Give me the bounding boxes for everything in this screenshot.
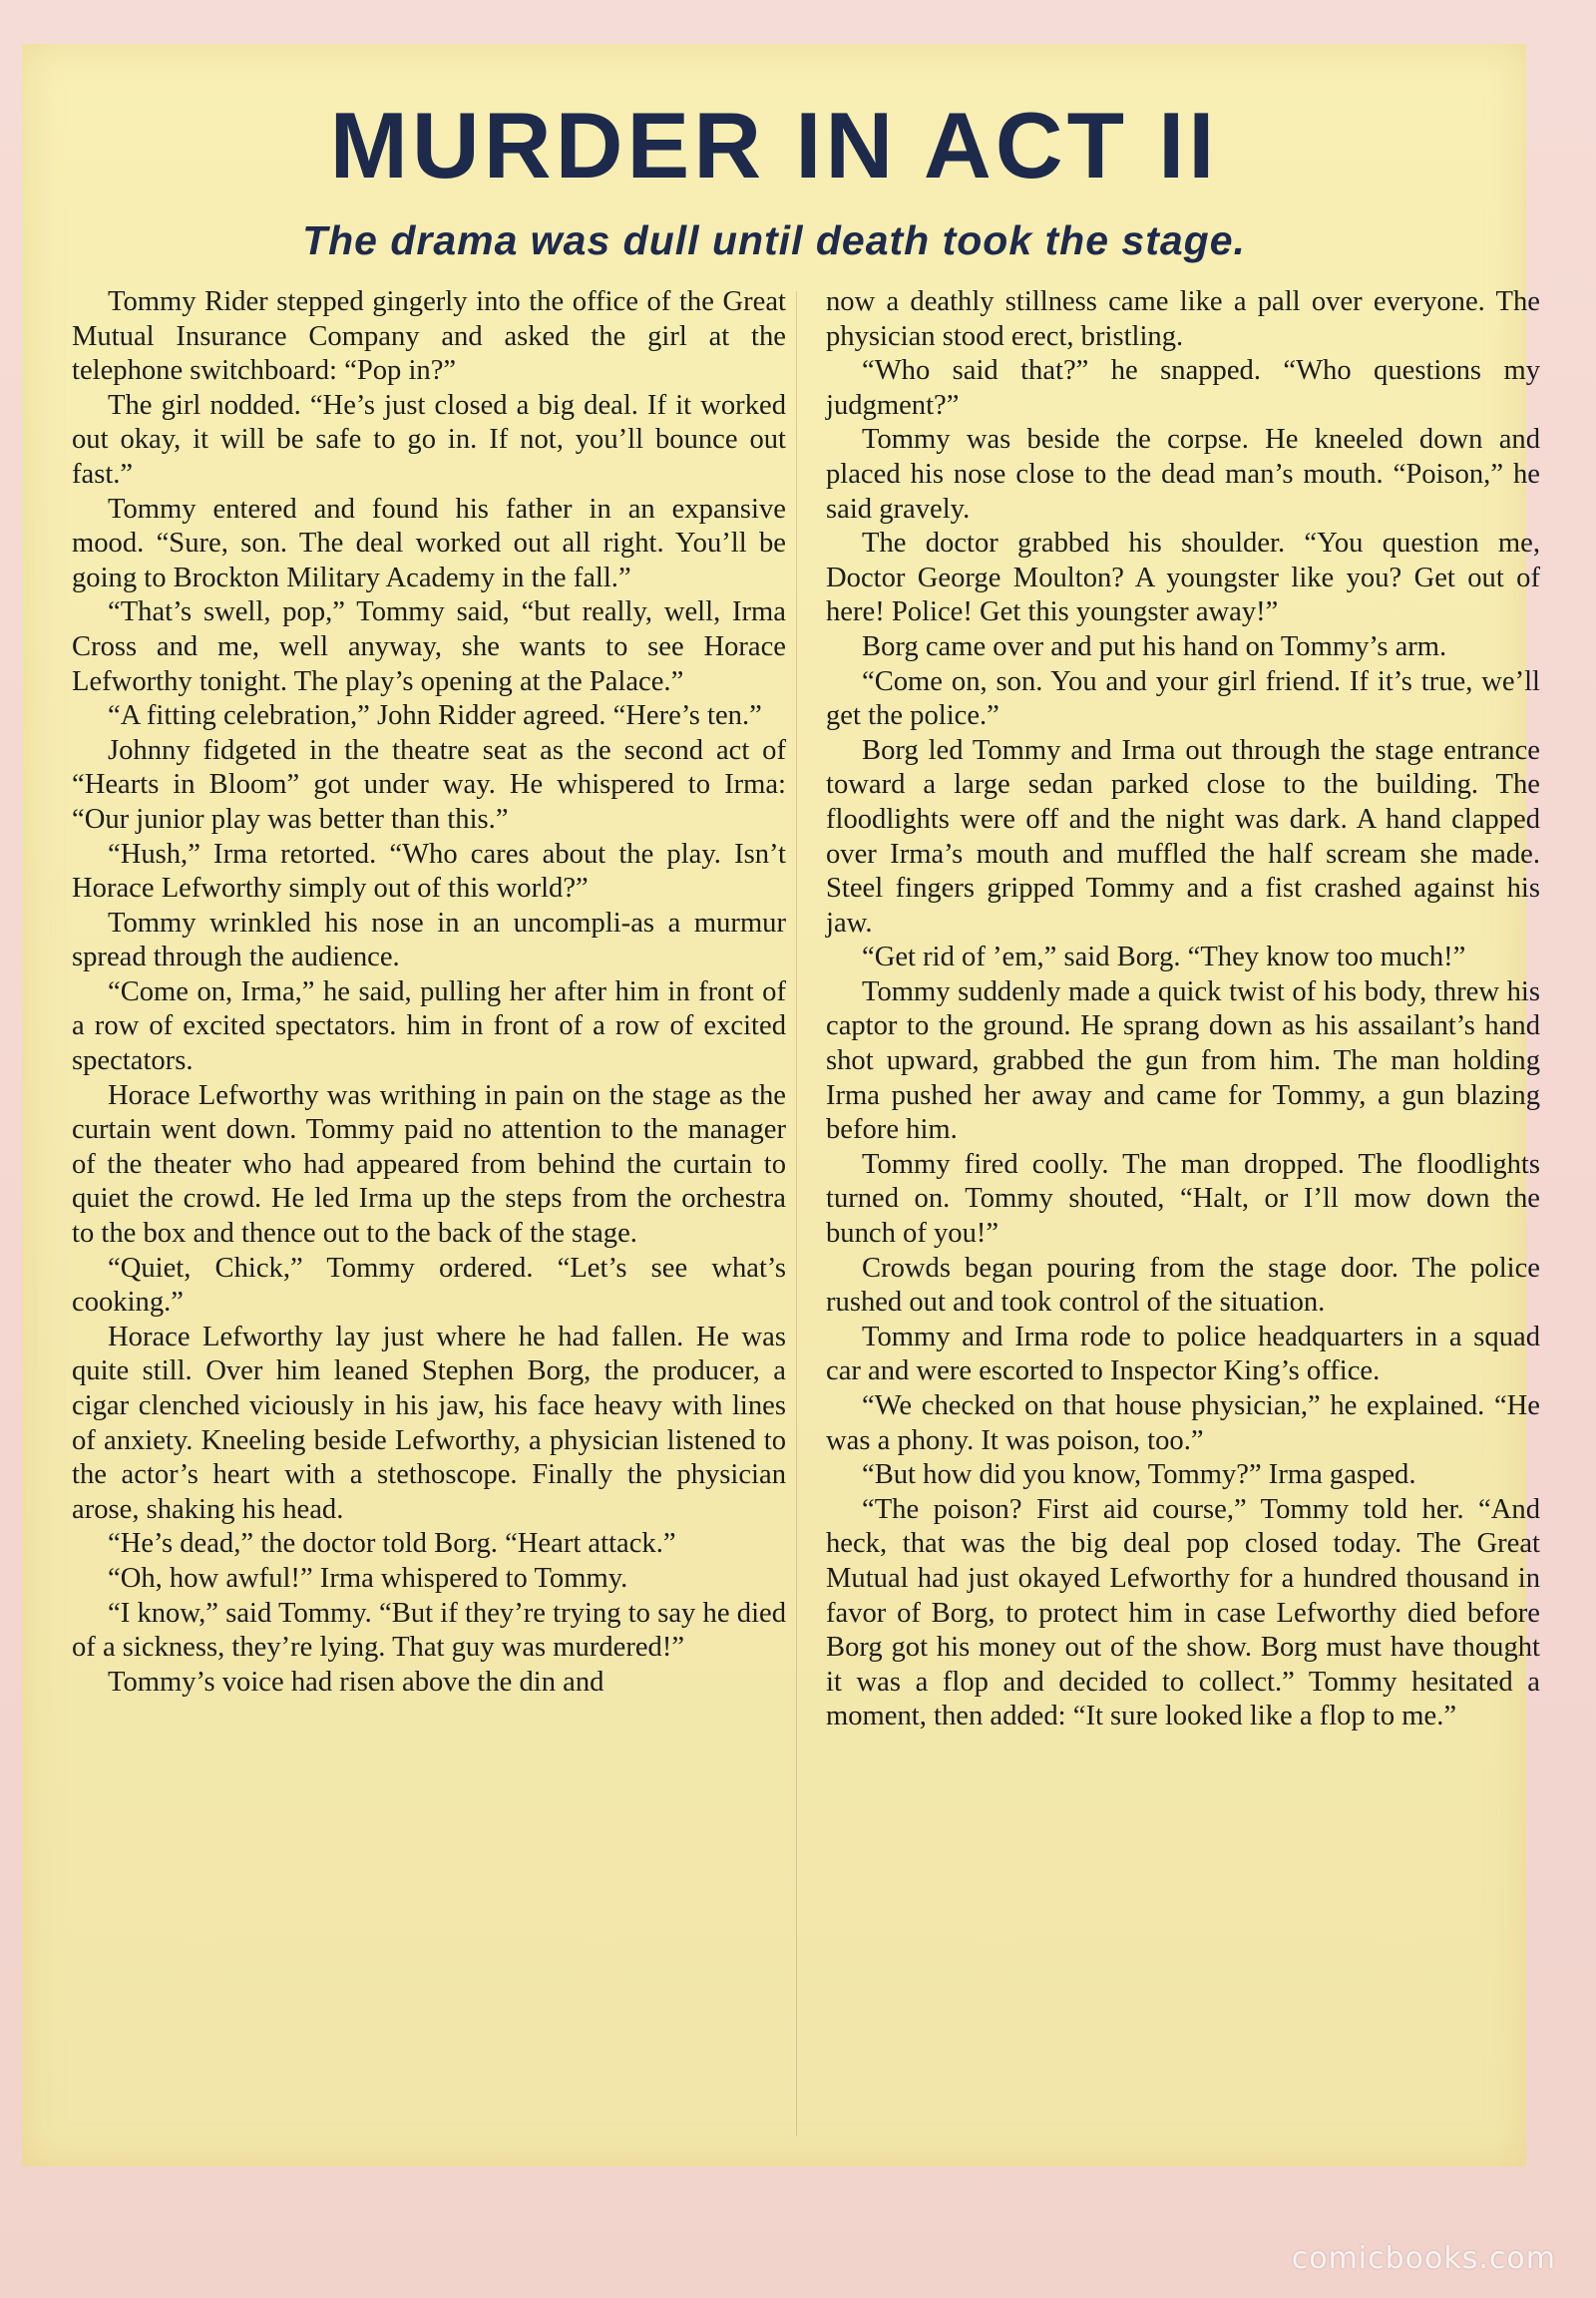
paragraph: Tommy’s voice had risen above the din and <box>108 1666 604 1698</box>
paragraph: Horace Lefworthy lay just where he had fallen. He was quite still. Over him leaned Stephen Borg, the producer, a cigar clenched viciously in his jaw, his face heavy with lines of anxiety. Kneeling beside Lefworthy, a physician listened to the actor’s heart with a stethoscope. Finally the physician arose, shaking his head. <box>72 1321 786 1525</box>
paragraph: “Quiet, Chick,” Tommy ordered. “Let’s see what’s cooking.” <box>72 1252 786 1319</box>
paragraph: “Come on, Irma,” he said, pulling her after him in front of a row of excited spectators. him in front of a row of excited spectators. <box>72 975 786 1077</box>
paragraph: Crowds began pouring from the stage door. The police rushed out and took control of the situation. <box>826 1252 1540 1319</box>
paragraph: Tommy wrinkled his nose in an uncompli-as a murmur spread through the audience. <box>72 907 786 973</box>
paragraph: Borg came over and put his hand on Tommy’s arm. <box>862 630 1447 662</box>
paragraph: Tommy Rider stepped gingerly into the office of the Great Mutual Insurance Company and asked the girl at the telephone switchboard: “Pop in?” <box>72 286 786 387</box>
paragraph-continuation: now a deathly stillness came like a pall over everyone. The physician stood erect, bristling. <box>826 286 1540 352</box>
paragraph: “That’s swell, pop,” Tommy said, “but really, well, Irma Cross and me, well anyway, she wants to see Horace Lefworthy tonight. The play’s opening at the Palace.” <box>72 596 786 697</box>
story-subtitle: The drama was dull until death took the stage. <box>302 217 1246 263</box>
story-title: MURDER IN ACT II <box>329 93 1219 197</box>
paragraph: Tommy and Irma rode to police headquarters in a squad car and were escorted to Inspector King’s office. <box>826 1321 1540 1387</box>
paragraph: Horace Lefworthy was writhing in pain on the stage as the curtain went down. Tommy paid no attention to the manager of the theater who had appeared from behind the curtain to quiet the crowd. He led Irma up the steps from the orchestra to the box and thence out to the back of the stage. <box>72 1079 786 1250</box>
paragraph: Johnny fidgeted in the theatre seat as the second act of “Hearts in Bloom” got under way. He whispered to Irma: “Our junior play was better than this.” <box>72 734 786 835</box>
paragraph: “Oh, how awful!” Irma whispered to Tommy. <box>108 1562 628 1594</box>
paragraph: “Come on, son. You and your girl friend. If it’s true, we’ll get the police.” <box>826 665 1540 732</box>
left-column <box>72 285 786 1700</box>
paragraph: “Who said that?” he snapped. “Who questions my judgment?” <box>826 355 1540 421</box>
paragraph: “We checked on that house physician,” he explained. “He was a phony. It was poison, too.” <box>826 1390 1540 1456</box>
paragraph: “I know,” said Tommy. “But if they’re trying to say he died of a sickness, they’re lying. That guy was murdered!” <box>72 1597 786 1664</box>
paragraph: “Hush,” Irma retorted. “Who cares about the play. Isn’t Horace Lefworthy simply out of this world?” <box>72 838 786 905</box>
watermark: comicbooks.com <box>1291 2241 1556 2276</box>
paragraph: Tommy was beside the corpse. He kneeled down and placed his nose close to the dead man’s mouth. “Poison,” he said gravely. <box>826 424 1540 525</box>
paragraph: “The poison? First aid course,” Tommy told her. “And heck, that was the big deal pop closed today. The Great Mutual had just okayed Lefworthy for a hundred thousand in favor of Borg, to protect him in case Lefworthy died before Borg got his money out of the show. Borg must have thought it was a flop and decided to collect.” Tommy hesitated a moment, then added: “It sure looked like a flop to me.” <box>826 1493 1540 1732</box>
paragraph: Borg led Tommy and Irma out through the stage entrance toward a large sedan parked close to the building. The floodlights were off and the night was dark. A hand clapped over Irma’s mouth and muffled the half scream she made. Steel fingers gripped Tommy and a fist crashed against his jaw. <box>826 734 1540 939</box>
column-divider <box>796 291 797 2136</box>
right-column <box>826 285 1540 1734</box>
paragraph: “He’s dead,” the doctor told Borg. “Heart attack.” <box>108 1528 676 1560</box>
paragraph: “But how did you know, Tommy?” Irma gasped. <box>862 1459 1416 1491</box>
paragraph: Tommy fired coolly. The man dropped. The floodlights turned on. Tommy shouted, “Halt, or I’ll mow down the bunch of you!” <box>826 1148 1540 1250</box>
paragraph: Tommy entered and found his father in an expansive mood. “Sure, son. The deal worked out all right. You’ll be going to Brockton Military Academy in the fall.” <box>72 493 786 593</box>
paragraph: “Get rid of ’em,” said Borg. “They know too much!” <box>862 942 1466 973</box>
paragraph: Tommy suddenly made a quick twist of his body, threw his captor to the ground. He sprang down as his assailant’s hand shot upward, grabbed the gun from him. The man holding Irma pushed her away and came for Tommy, a gun blazing before him. <box>826 975 1540 1146</box>
paragraph: “A fitting celebration,” John Ridder agreed. “Here’s ten.” <box>108 700 762 732</box>
paragraph: The girl nodded. “He’s just closed a big deal. If it worked out okay, it will be safe to go in. If not, you’ll bounce out fast.” <box>72 389 786 490</box>
paragraph: The doctor grabbed his shoulder. “You question me, Doctor George Moulton? A youngster like you? Get out of here! Police! Get this youngster away!” <box>826 528 1540 628</box>
